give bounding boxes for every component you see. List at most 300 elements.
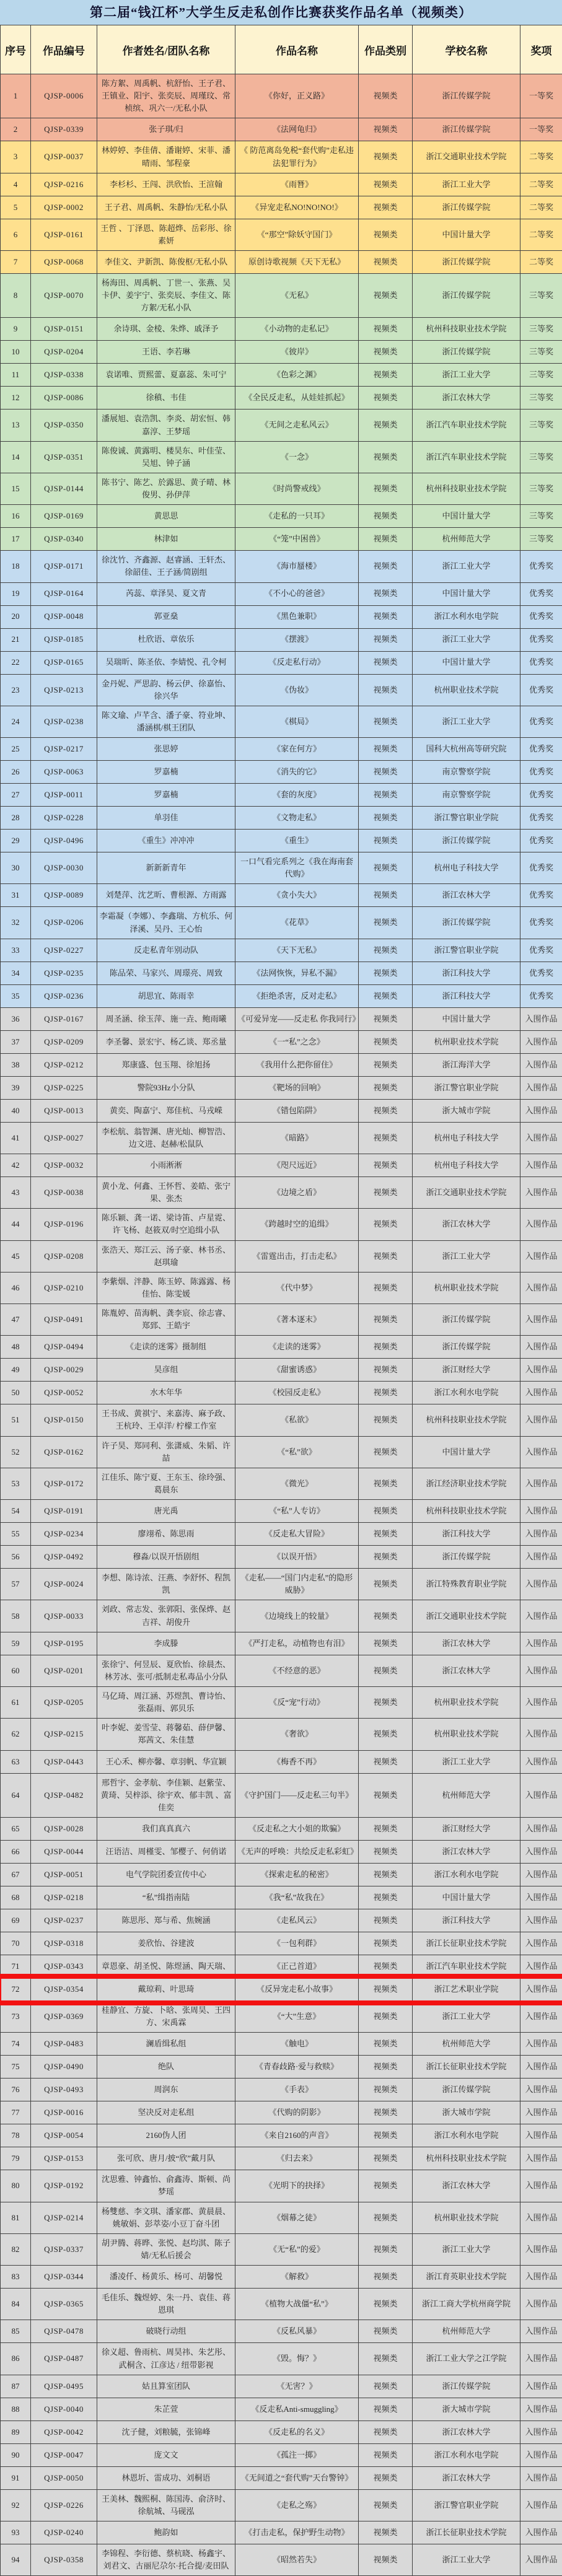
cell-award: 三等奖: [520, 528, 562, 551]
table-row: [1, 505, 562, 528]
cell-serial: 68: [1, 1886, 31, 1909]
cell-work-title: 《守护国门——反走私三句半》: [235, 1773, 359, 1817]
cell-serial: 52: [1, 1436, 31, 1468]
cell-work-id: QJSP-0209: [31, 1030, 97, 1053]
cell-award: 优秀奖: [520, 852, 562, 884]
cell-work-id: QJSP-0496: [31, 830, 97, 852]
cell-award: 入围作品: [520, 2170, 562, 2202]
cell-award: 入围作品: [520, 2443, 562, 2466]
cell-school: 浙江工业大学之江学院: [413, 2343, 520, 2375]
cell-school: 浙江工商大学杭州商学院: [413, 2289, 520, 2320]
cell-school: 杭州职业技术学院: [413, 1030, 520, 1053]
cell-work-id: QJSP-0350: [31, 410, 97, 441]
cell-school: 杭州科技职业技术学院: [413, 473, 520, 504]
cell-work-id: QJSP-0040: [31, 2398, 97, 2420]
cell-award: 入围作品: [520, 1359, 562, 1382]
cell-authors: 李圣馨、景宏宇、杨乙谈、郑丞量: [97, 1030, 235, 1053]
cell-category: 视频类: [359, 2101, 413, 2124]
cell-school: 杭州电子科技大学: [413, 1154, 520, 1176]
table-row: [1, 364, 562, 387]
cell-work-title: 《暗路》: [235, 1122, 359, 1154]
cell-work-id: QJSP-0051: [31, 1864, 97, 1886]
cell-serial: 84: [1, 2289, 31, 2320]
cell-work-title: 《烟幕之徒》: [235, 2202, 359, 2233]
cell-school: 杭州科技职业技术学院: [413, 1404, 520, 1436]
cell-serial: 47: [1, 1304, 31, 1336]
table-row: [1, 939, 562, 962]
cell-work-title: 《归去来》: [235, 2147, 359, 2170]
cell-work-id: QJSP-0369: [31, 2001, 97, 2033]
cell-work-id: QJSP-0443: [31, 1750, 97, 1773]
cell-school: 浙江科技大学: [413, 1909, 520, 1932]
table-row: [1, 1909, 562, 1932]
cell-school: 浙江传媒学院: [413, 1336, 520, 1359]
cell-school: 浙江交通职业技术学院: [413, 1600, 520, 1632]
table-row: [1, 250, 562, 273]
cell-work-id: QJSP-0217: [31, 738, 97, 761]
cell-work-title: 《可爱异宠——反走私 你我同行》: [235, 1007, 359, 1030]
cell-work-title: 《一“私”之念》: [235, 1030, 359, 1053]
cell-school: 浙江传媒学院: [413, 341, 520, 364]
cell-work-id: QJSP-0234: [31, 1523, 97, 1546]
cell-work-id: QJSP-0011: [31, 784, 97, 807]
cell-serial: 5: [1, 196, 31, 219]
cell-work-title: 《花草》: [235, 907, 359, 939]
table-row: [1, 2147, 562, 2170]
cell-serial: 43: [1, 1176, 31, 1208]
cell-work-id: QJSP-0204: [31, 341, 97, 364]
table-row: [1, 807, 562, 830]
cell-category: 视频类: [359, 738, 413, 761]
cell-serial: 44: [1, 1209, 31, 1240]
cell-school: 杭州职业技术学院: [413, 674, 520, 706]
cell-award: 入围作品: [520, 2521, 562, 2544]
cell-serial: 56: [1, 1546, 31, 1569]
table-row: [1, 1632, 562, 1655]
cell-category: 视频类: [359, 1304, 413, 1336]
cell-authors: 《走读的迷雾》摄制组: [97, 1336, 235, 1359]
cell-serial: 7: [1, 250, 31, 273]
cell-school: 浙江警官职业学院: [413, 1076, 520, 1099]
cell-school: 浙江工业大学: [413, 706, 520, 737]
table-row: [1, 1773, 562, 1817]
cell-award: 优秀奖: [520, 830, 562, 852]
cell-authors: 新新新青年: [97, 852, 235, 884]
cell-serial: 60: [1, 1655, 31, 1686]
cell-award: 入围作品: [520, 1030, 562, 1053]
header-title: 作品名称: [235, 25, 359, 74]
cell-work-id: QJSP-0150: [31, 1404, 97, 1436]
cell-serial: 94: [1, 2544, 31, 2575]
table-row: [1, 473, 562, 504]
cell-award: 入围作品: [520, 1209, 562, 1240]
table-row: [1, 2521, 562, 2544]
table-row: [1, 1750, 562, 1773]
cell-work-title: 《走私的一只耳》: [235, 505, 359, 528]
cell-work-title: 《著本逐末》: [235, 1304, 359, 1336]
cell-authors: 姜欣怡、谷建波: [97, 1932, 235, 1955]
cell-authors: 章恩豪、胡圣悦、陈煜涵、陶天瑞、: [97, 1955, 235, 1978]
cell-work-title: 《一包利群》: [235, 1932, 359, 1955]
cell-work-id: QJSP-0358: [31, 2544, 97, 2575]
cell-work-title: 《校园反走私》: [235, 1382, 359, 1404]
awards-table: [0, 25, 562, 2576]
cell-category: 视频类: [359, 1272, 413, 1303]
cell-work-title: 《 防范离岛免税“套代购”走私违法犯罪行为》: [235, 141, 359, 173]
cell-category: 视频类: [359, 1841, 413, 1864]
cell-award: 优秀奖: [520, 628, 562, 651]
cell-school: 杭州师范大学: [413, 2033, 520, 2056]
cell-authors: 王书成、黄祺宁、来嘉涛、麻予政、王杭玲、王卓洋/ 柠檬工作室: [97, 1404, 235, 1436]
cell-authors: 郑康盛、包玉翔、徐旭扬: [97, 1053, 235, 1076]
cell-award: 二等奖: [520, 141, 562, 173]
table-row: [1, 2001, 562, 2033]
cell-award: 入围作品: [520, 1336, 562, 1359]
cell-award: 三等奖: [520, 318, 562, 341]
cell-category: 视频类: [359, 651, 413, 674]
cell-school: 浙江长征职业技术学院: [413, 2056, 520, 2079]
cell-school: 浙江工业大学: [413, 1750, 520, 1773]
cell-award: 优秀奖: [520, 651, 562, 674]
cell-authors: 林婷婷、李佳倩、潘谢婷、宋菲、潘晴雨、邹程豪: [97, 141, 235, 173]
cell-work-id: QJSP-0213: [31, 674, 97, 706]
cell-serial: 71: [1, 1955, 31, 1978]
cell-serial: 53: [1, 1468, 31, 1499]
cell-work-title: 《光明下的抉择》: [235, 2170, 359, 2202]
cell-school: 浙江警官职业学院: [413, 807, 520, 830]
cell-authors: 林津如: [97, 528, 235, 551]
cell-school: 中国计量大学: [413, 1436, 520, 1468]
cell-work-id: QJSP-0495: [31, 2375, 97, 2398]
cell-authors: 袁诺唯、贾熙蕾、夏嘉蕊、朱可宁: [97, 364, 235, 387]
cell-work-title: 《文物走私》: [235, 807, 359, 830]
cell-work-title: 《“笼”中困兽》: [235, 528, 359, 551]
cell-authors: 潘展旭、袁浩凯、李炎、胡宏恒、韩嘉淳、王梦瑶: [97, 410, 235, 441]
cell-authors: 黄小龙、何鑫、王怀哲、姜皓、张宁果、张杰: [97, 1176, 235, 1208]
table-row: [1, 1053, 562, 1076]
table-row: [1, 830, 562, 852]
cell-work-id: QJSP-0068: [31, 250, 97, 273]
cell-category: 视频类: [359, 2147, 413, 2170]
cell-award: 入围作品: [520, 1932, 562, 1955]
cell-serial: 55: [1, 1523, 31, 1546]
cell-serial: 58: [1, 1600, 31, 1632]
cell-work-title: 《走读的迷雾》: [235, 1336, 359, 1359]
cell-work-id: QJSP-0002: [31, 196, 97, 219]
cell-school: 浙江农林大学: [413, 1209, 520, 1240]
cell-category: 视频类: [359, 2466, 413, 2489]
cell-serial: 80: [1, 2170, 31, 2202]
cell-authors: 胡尹腾、蒋晔、张悦、赵均淇、陈子婧/无私后援会: [97, 2233, 235, 2265]
cell-category: 视频类: [359, 1864, 413, 1886]
cell-school: 浙江工业大学: [413, 2544, 520, 2575]
table-row: [1, 341, 562, 364]
cell-category: 视频类: [359, 1632, 413, 1655]
cell-work-id: QJSP-0196: [31, 1209, 97, 1240]
table-row: [1, 2343, 562, 2375]
table-row: [1, 1404, 562, 1436]
cell-work-id: QJSP-0013: [31, 1099, 97, 1122]
cell-award: 三等奖: [520, 410, 562, 441]
cell-award: 优秀奖: [520, 962, 562, 984]
cell-school: 杭州职业技术学院: [413, 1272, 520, 1303]
cell-authors: 李佳文、尹新凯、陈俊枢/无私小队: [97, 250, 235, 273]
cell-category: 视频类: [359, 341, 413, 364]
cell-category: 视频类: [359, 2489, 413, 2521]
cell-category: 视频类: [359, 1569, 413, 1600]
cell-work-id: QJSP-0050: [31, 2466, 97, 2489]
table-row: [1, 2033, 562, 2056]
cell-category: 视频类: [359, 674, 413, 706]
cell-work-id: QJSP-0340: [31, 528, 97, 551]
cell-award: 优秀奖: [520, 738, 562, 761]
cell-work-title: 《触电》: [235, 2033, 359, 2056]
cell-work-id: QJSP-0171: [31, 551, 97, 582]
cell-authors: 王哲 、丁泽恩、陈超烨、岳彩彤、徐素妍: [97, 219, 235, 250]
table-row: [1, 1841, 562, 1864]
cell-work-id: QJSP-0482: [31, 1773, 97, 1817]
cell-award: 入围作品: [520, 2266, 562, 2289]
cell-category: 视频类: [359, 118, 413, 141]
cell-category: 视频类: [359, 852, 413, 884]
cell-award: 优秀奖: [520, 907, 562, 939]
cell-authors: 李锦程、李衍德、蔡杭晓、杨鑫宇、刘君文、古丽尼尕尔·托合提/麦田队: [97, 2544, 235, 2575]
cell-work-title: 《“私”人专访》: [235, 1500, 359, 1523]
cell-award: 入围作品: [520, 1500, 562, 1523]
cell-work-id: QJSP-0185: [31, 628, 97, 651]
cell-authors: 徐沈竹、齐鑫源、赵睿涵、王轩杰、徐韶佳、王子涵/简剧组: [97, 551, 235, 582]
table-row: [1, 2056, 562, 2079]
cell-award: 入围作品: [520, 2056, 562, 2079]
cell-authors: 绝队: [97, 2056, 235, 2079]
cell-authors: 罗嘉楠: [97, 784, 235, 807]
cell-serial: 67: [1, 1864, 31, 1886]
cell-school: 浙江长征职业技术学院: [413, 2521, 520, 2544]
cell-authors: 陈胤婷、苗海帆、龚李宸、徐志睿、郑郅、王皓宇: [97, 1304, 235, 1336]
cell-authors: 鲍韵如: [97, 2521, 235, 2544]
page-title: 第二届“钱江杯”大学生反走私创作比赛获奖作品名单（视频类）: [0, 0, 562, 25]
cell-authors: 反走私青年别动队: [97, 939, 235, 962]
table-row: [1, 1687, 562, 1719]
cell-authors: 汪语洁、周槿雯、邹樱子、何俏诺: [97, 1841, 235, 1864]
cell-category: 视频类: [359, 939, 413, 962]
cell-school: 浙大城市学院: [413, 2398, 520, 2420]
cell-category: 视频类: [359, 628, 413, 651]
cell-work-id: QJSP-0205: [31, 1687, 97, 1719]
cell-work-id: QJSP-0201: [31, 1655, 97, 1686]
cell-award: 入围作品: [520, 1818, 562, 1841]
cell-authors: 坚决反对走私组: [97, 2101, 235, 2124]
table-row: [1, 1655, 562, 1686]
cell-award: 优秀奖: [520, 884, 562, 907]
cell-authors: 徐稹、韦佳: [97, 387, 235, 410]
cell-award: 入围作品: [520, 1546, 562, 1569]
cell-work-title: 《“那空”除妖守国门》: [235, 219, 359, 250]
cell-award: 优秀奖: [520, 582, 562, 605]
cell-work-title: 《反异宠走私小故事》: [235, 1978, 359, 2001]
cell-school: 杭州科技职业技术学院: [413, 1500, 520, 1523]
table-row: [1, 1076, 562, 1099]
cell-serial: 92: [1, 2489, 31, 2521]
cell-award: 二等奖: [520, 196, 562, 219]
cell-work-id: QJSP-0070: [31, 273, 97, 317]
cell-serial: 90: [1, 2443, 31, 2466]
cell-authors: 陈文瑜、卢芊含、潘子豪、符业坤、潘涵棋/棋王团队: [97, 706, 235, 737]
table-row: [1, 761, 562, 784]
cell-school: 杭州师范大学: [413, 1773, 520, 1817]
cell-authors: 昊彦组: [97, 1359, 235, 1382]
table-row: [1, 318, 562, 341]
cell-category: 视频类: [359, 1053, 413, 1076]
cell-work-title: 《伪妆》: [235, 674, 359, 706]
cell-serial: 26: [1, 761, 31, 784]
cell-work-title: 《你好，正义路》: [235, 74, 359, 118]
cell-award: 入围作品: [520, 2079, 562, 2101]
cell-serial: 27: [1, 784, 31, 807]
cell-award: 入围作品: [520, 2343, 562, 2375]
cell-work-id: QJSP-0016: [31, 2101, 97, 2124]
table-row: [1, 651, 562, 674]
cell-work-id: QJSP-0494: [31, 1336, 97, 1359]
cell-authors: 张可欣、唐月/披“欣”戴月队: [97, 2147, 235, 2170]
cell-authors: 2160伪人团: [97, 2124, 235, 2147]
cell-award: 入围作品: [520, 2398, 562, 2420]
header-work-id: 作品编号: [31, 25, 97, 74]
cell-authors: 庞文文: [97, 2443, 235, 2466]
cell-school: 浙江工业大学: [413, 173, 520, 196]
cell-serial: 81: [1, 2202, 31, 2233]
cell-work-title: 《以误开悟》: [235, 1546, 359, 1569]
cell-serial: 19: [1, 582, 31, 605]
cell-school: 浙江汽车职业技术学院: [413, 441, 520, 473]
cell-work-id: QJSP-0226: [31, 2489, 97, 2521]
cell-work-id: QJSP-0208: [31, 1240, 97, 1272]
cell-work-id: QJSP-0165: [31, 651, 97, 674]
cell-serial: 11: [1, 364, 31, 387]
cell-work-title: 《黑色兼职》: [235, 605, 359, 628]
cell-serial: 9: [1, 318, 31, 341]
cell-serial: 20: [1, 605, 31, 628]
cell-category: 视频类: [359, 1176, 413, 1208]
cell-award: 入围作品: [520, 1436, 562, 1468]
cell-school: 浙江农林大学: [413, 1632, 520, 1655]
cell-work-title: 一口气看完系列之《我在海南套代购》: [235, 852, 359, 884]
cell-serial: 83: [1, 2266, 31, 2289]
cell-school: 浙江传媒学院: [413, 273, 520, 317]
cell-work-title: 《私欲》: [235, 1404, 359, 1436]
cell-award: 入围作品: [520, 1569, 562, 1600]
cell-authors: 周圣涵、徐玉萍、施一垚、鲍雨曦: [97, 1007, 235, 1030]
cell-award: 入围作品: [520, 1750, 562, 1773]
cell-category: 视频类: [359, 907, 413, 939]
cell-award: 入围作品: [520, 1909, 562, 1932]
cell-serial: 79: [1, 2147, 31, 2170]
cell-school: 南京警察学院: [413, 761, 520, 784]
cell-work-id: QJSP-0195: [31, 1632, 97, 1655]
cell-category: 视频类: [359, 196, 413, 219]
cell-work-title: 《反私风暴》: [235, 2320, 359, 2343]
table-row: [1, 1719, 562, 1750]
cell-serial: 62: [1, 1719, 31, 1750]
cell-school: 杭州师范大学: [413, 2320, 520, 2343]
cell-school: 浙江工业大学: [413, 2001, 520, 2033]
cell-award: 优秀奖: [520, 984, 562, 1007]
cell-authors: 杨雙慈、李文琪、潘家郡、黄晨晨、姚敏娟、彭萃姿/小豆丁奋斗团: [97, 2202, 235, 2233]
cell-work-title: 《雨朁》: [235, 173, 359, 196]
cell-work-id: QJSP-0238: [31, 706, 97, 737]
cell-award: 入围作品: [520, 1864, 562, 1886]
cell-serial: 82: [1, 2233, 31, 2265]
cell-school: 浙大城市学院: [413, 1099, 520, 1122]
cell-authors: 胡思宜、陈雨幸: [97, 984, 235, 1007]
cell-category: 视频类: [359, 2033, 413, 2056]
cell-authors: 李松航、翁智渊、唐光灿、柳智浩、边文进、赵赫/松鼠队: [97, 1122, 235, 1154]
cell-award: 入围作品: [520, 1523, 562, 1546]
cell-award: 入围作品: [520, 1272, 562, 1303]
table-header: [1, 25, 562, 74]
cell-category: 视频类: [359, 364, 413, 387]
cell-category: 视频类: [359, 1436, 413, 1468]
cell-category: 视频类: [359, 2001, 413, 2033]
cell-authors: 张思婷: [97, 738, 235, 761]
cell-category: 视频类: [359, 2343, 413, 2375]
cell-work-id: QJSP-0191: [31, 1500, 97, 1523]
cell-serial: 25: [1, 738, 31, 761]
cell-authors: 李想、陈诗浓、汪燕、李舒怀、程凯凯: [97, 1569, 235, 1600]
table-row: [1, 1209, 562, 1240]
cell-category: 视频类: [359, 2521, 413, 2544]
cell-school: 中国计量大学: [413, 1007, 520, 1030]
cell-award: 入围作品: [520, 1600, 562, 1632]
cell-school: 浙江经济职业技术学院: [413, 1468, 520, 1499]
cell-work-id: QJSP-0210: [31, 1272, 97, 1303]
cell-work-title: 《孤注一掷》: [235, 2443, 359, 2466]
cell-category: 视频类: [359, 528, 413, 551]
cell-work-title: 《甜蜜诱惑》: [235, 1359, 359, 1382]
cell-work-id: QJSP-0028: [31, 1818, 97, 1841]
cell-work-title: 《梅香不再》: [235, 1750, 359, 1773]
cell-authors: 警院93Hz小分队: [97, 1076, 235, 1099]
cell-work-title: 《“大”生意》: [235, 2001, 359, 2033]
cell-school: 中国计量大学: [413, 651, 520, 674]
cell-serial: 64: [1, 1773, 31, 1817]
cell-work-title: 《摆渡》: [235, 628, 359, 651]
cell-serial: 15: [1, 473, 31, 504]
cell-authors: 《重生》冲冲冲: [97, 830, 235, 852]
cell-school: 浙江农林大学: [413, 1655, 520, 1686]
cell-work-title: 《雷霆出击，打击走私》: [235, 1240, 359, 1272]
cell-authors: 毛佳乐、魏煜婷、朱一丹、袁佳、蒋恩琪: [97, 2289, 235, 2320]
cell-serial: 17: [1, 528, 31, 551]
header-award: 奖项: [520, 25, 562, 74]
cell-serial: 4: [1, 173, 31, 196]
cell-authors: 唐光禹: [97, 1500, 235, 1523]
cell-serial: 40: [1, 1099, 31, 1122]
cell-work-id: QJSP-0237: [31, 1909, 97, 1932]
table-row: [1, 1382, 562, 1404]
cell-serial: 89: [1, 2420, 31, 2443]
cell-award: 入围作品: [520, 2420, 562, 2443]
cell-work-id: QJSP-0032: [31, 1154, 97, 1176]
cell-school: 浙大城市学院: [413, 2101, 520, 2124]
cell-award: 入围作品: [520, 1053, 562, 1076]
cell-work-id: QJSP-0490: [31, 2056, 97, 2079]
header-authors: 作者姓名/团队名称: [97, 25, 235, 74]
cell-school: 杭州电子科技大学: [413, 1122, 520, 1154]
cell-work-id: QJSP-0192: [31, 2170, 97, 2202]
cell-work-id: QJSP-0164: [31, 582, 97, 605]
cell-award: 优秀奖: [520, 674, 562, 706]
